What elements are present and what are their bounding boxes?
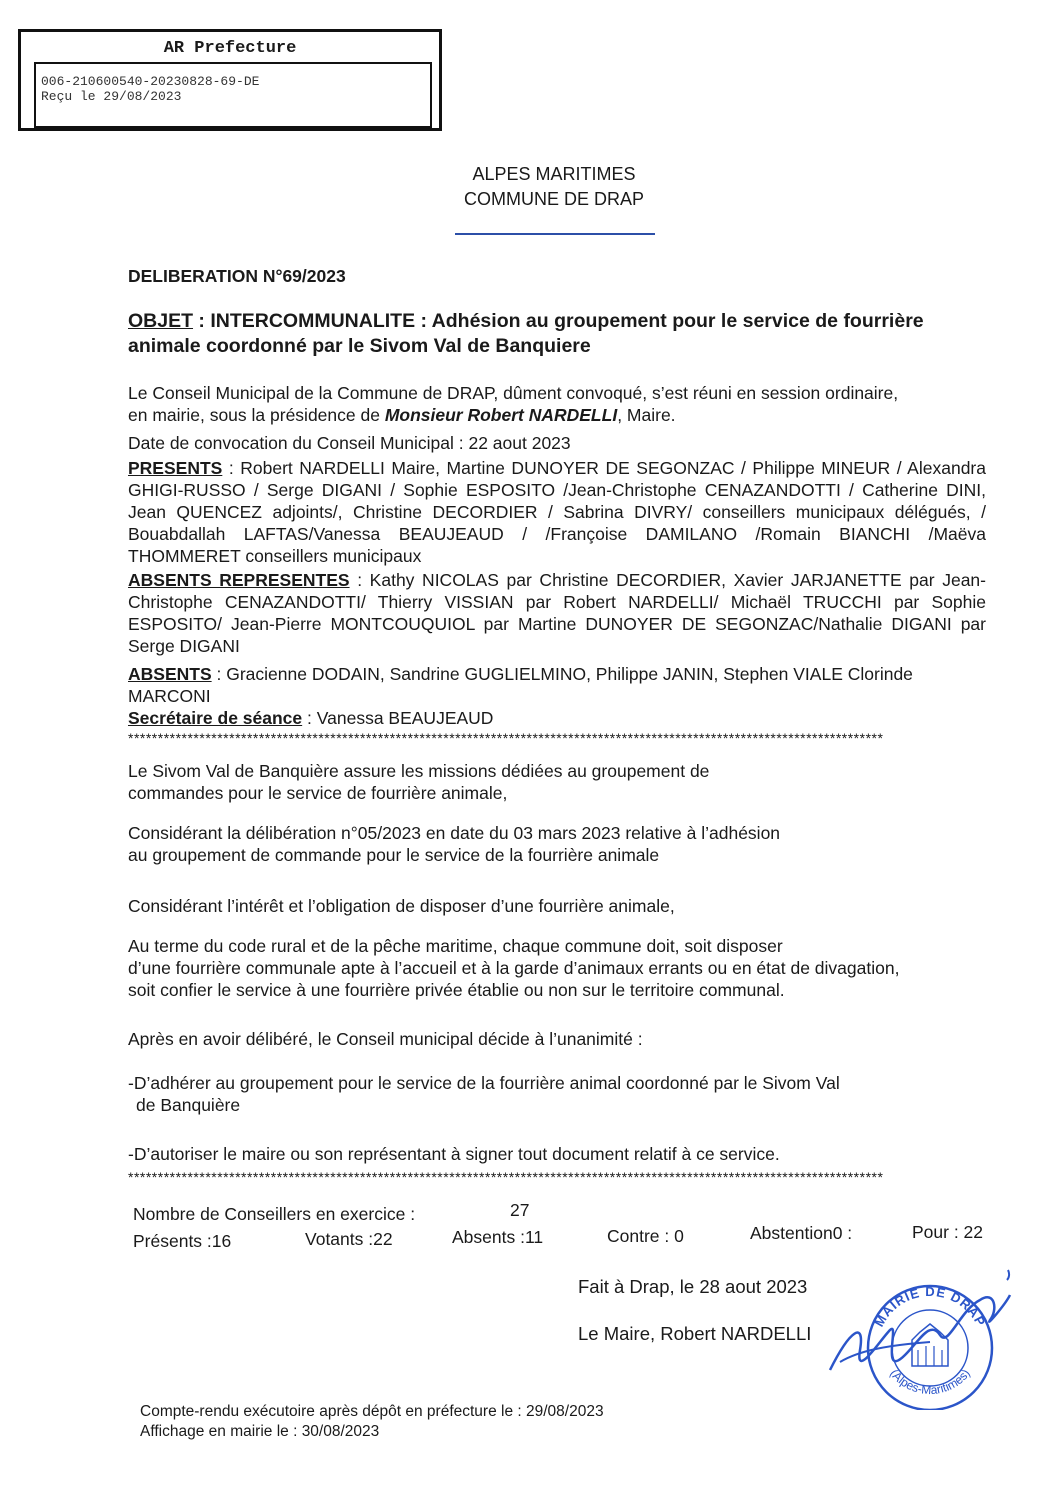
paragraph-legal-basis [128, 935, 1018, 1001]
subject-text: : INTERCOMMUNALITE : Adhésion au groupement pour le service de fourrière animale coordonné par le Sivom Val de Banquiere [128, 310, 924, 357]
in-office-value: 27 [510, 1200, 530, 1220]
stamp-reference: 006-210600540-20230828-69-DE [41, 74, 260, 89]
paragraph-line: Au terme du code rural et de la pêche maritime, chaque commune doit, soit disposer [128, 936, 783, 956]
session-intro [128, 382, 908, 426]
tally-absents: Absents :11 [452, 1227, 544, 1247]
place-date: Fait à Drap, le 28 aout 2023 [578, 1276, 808, 1297]
paragraph-line: commandes pour le service de fourrière animale, [128, 783, 508, 803]
paragraph-line: soit confier le service à une fourrière privée établie ou non sur le territoire communal. [128, 980, 785, 1000]
header-divider [455, 233, 655, 235]
tally-presents: Présents :16 [133, 1231, 232, 1251]
president-name: Monsieur Robert NARDELLI [384, 405, 618, 425]
secretary-line [128, 707, 988, 729]
stamp-details [34, 62, 432, 128]
commune-name: COMMUNE DE DRAP [463, 189, 644, 209]
seal-top-text: MAIRIE DE DRAP [871, 1283, 989, 1330]
deliberation-subject [128, 309, 978, 359]
secretary-label: Secrétaire de séance [128, 708, 303, 728]
deliberation-number: DELIBERATION N°69/2023 [128, 266, 346, 286]
footer-posting: Affichage en mairie le : 30/08/2023 [140, 1423, 380, 1440]
presents-label: PRESENTS [128, 458, 223, 478]
intro-text-end: , Maire. [617, 405, 676, 425]
presents-list: : Robert NARDELLI Maire, Martine DUNOYER DE SEGONZAC / Philippe MINEUR / Alexandra GHIGI-RUSSO / Serge DIGANI / Sophie ESPOSITO /Jean-Christophe CENAZANDOTTI / Catherine DINI, Jean QUENCEZ adjoints/, Christine DECORDIER / Sabrina DIVRY/ conseillers municipaux délégués, / Bouabdallah LAFTAS/Vanessa BEAUJEAUD / /Françoise DAMILANO /Romain BIANCHI /Maëva THOMMERET conseillers municipaux [128, 458, 986, 566]
footer-executory: Compte-rendu exécutoire après dépôt en préfecture le : 29/08/2023 [140, 1403, 604, 1420]
tally-pour: Pour : 22 [912, 1222, 984, 1242]
decision-item-join [128, 1072, 988, 1116]
convocation-date: Date de convocation du Conseil Municipal : 22 aout 2023 [128, 433, 571, 453]
paragraph-line: au groupement de commande pour le service de la fourrière animale [128, 845, 660, 865]
document-header [0, 162, 1058, 212]
stamp-received-date: Reçu le 29/08/2023 [41, 89, 182, 104]
paragraph-line: Considérant la délibération n°05/2023 en date du 03 mars 2023 relative à l’adhésion [128, 823, 781, 843]
tally-contre: Contre : 0 [607, 1226, 684, 1246]
prefecture-receipt-stamp [18, 29, 442, 131]
absents-list: : Gracienne DODAIN, Sandrine GUGLIELMINO, Philippe JANIN, Stephen VIALE Clorinde MARCONI [128, 664, 913, 706]
represented-block [128, 569, 986, 657]
mayor-signature-line: Le Maire, Robert NARDELLI [578, 1323, 812, 1344]
paragraph-considering-interest: Considérant l’intérêt et l’obligation de disposer d’une fourrière animale, [128, 896, 675, 916]
stamp-title: AR Prefecture [163, 39, 297, 58]
represented-label: ABSENTS REPRESENTES [128, 570, 350, 590]
paragraph-sivom [128, 760, 988, 804]
footer-notes [140, 1402, 604, 1442]
secretary-name: : Vanessa BEAUJEAUD [302, 708, 494, 728]
paragraph-considering-deliberation [128, 822, 988, 866]
separator-stars: ******************************************************************************************************************************* [128, 731, 884, 745]
separator-stars-2: ******************************************************************************************************************************* [128, 1170, 884, 1184]
absents-block [128, 663, 928, 707]
mayor-signature [820, 1250, 1020, 1400]
subject-label: OBJET [128, 310, 194, 332]
paragraph-line: d’une fourrière communale apte à l’accueil et à la garde d’animaux errants ou en état de divagation, [128, 958, 900, 978]
tally-votants: Votants :22 [305, 1229, 393, 1249]
decision-item-authorize: -D’autoriser le maire ou son représentant à signer tout document relatif à ce service. [128, 1144, 780, 1164]
paragraph-line: de Banquière [136, 1095, 241, 1115]
in-office-label: Nombre de Conseillers en exercice : [133, 1204, 416, 1224]
seal-bottom-text: (Alpes-Maritimes) [887, 1366, 973, 1398]
presents-block [128, 457, 986, 567]
paragraph-line: Le Sivom Val de Banquière assure les missions dédiées au groupement de [128, 761, 710, 781]
tally-abstention: Abstention0 : [750, 1223, 853, 1243]
represented-list: : Kathy NICOLAS par Christine DECORDIER, Xavier JARJANETTE par Jean-Christophe CENAZANDOTTI/ Thierry VISSIAN par Robert NARDELLI/ Michaël TRUCCHI par Sophie ESPOSITO/ Jean-Pierre MONTCOUQUIOL par Martine DUNOYER DE SEGONZAC/Nathalie DIGANI par Serge DIGANI [128, 570, 986, 656]
paragraph-decision: Après en avoir délibéré, le Conseil municipal décide à l’unanimité : [128, 1029, 643, 1049]
intro-text: Le Conseil Municipal de la Commune de DRAP, dûment convoqué, s’est réuni en session ordinaire, en mairie, sous la présidence de [128, 383, 899, 425]
tally-in-office [133, 1203, 415, 1225]
paragraph-line: -D’adhérer au groupement pour le service de la fourrière animal coordonné par le Sivom Val [128, 1073, 840, 1093]
department-name: ALPES MARITIMES [472, 164, 636, 184]
absents-label: ABSENTS [128, 664, 212, 684]
